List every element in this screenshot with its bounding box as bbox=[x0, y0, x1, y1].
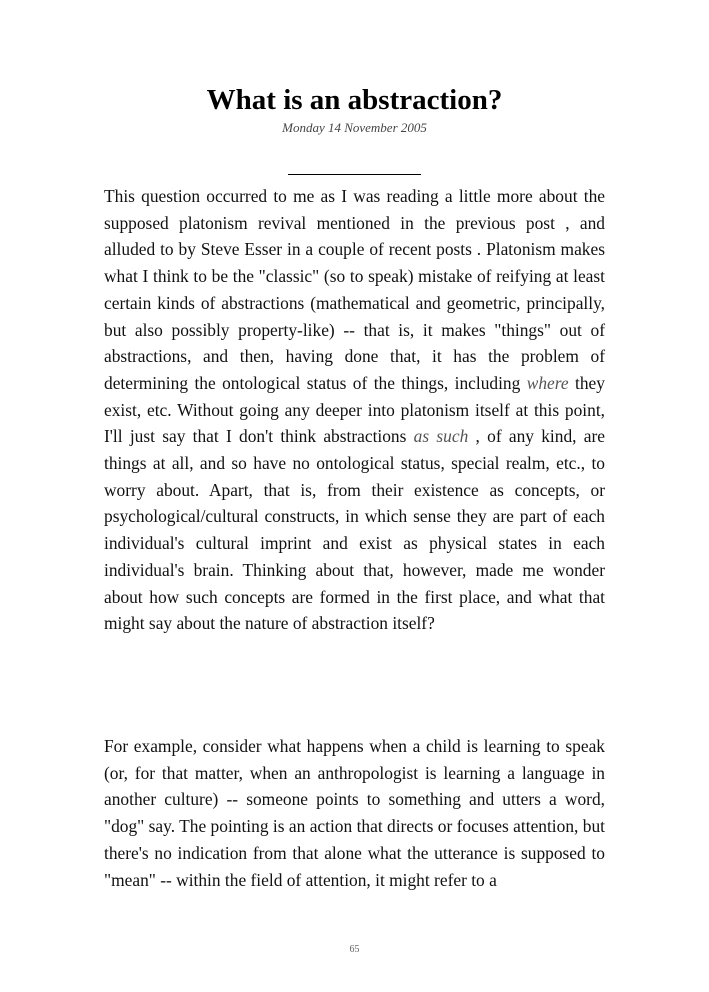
emphasis-where: where bbox=[526, 372, 569, 393]
title-divider bbox=[288, 174, 421, 175]
body-paragraph-2: For example, consider what happens when a child is learning to speak (or, for that matter, when an anthropologist is learning a language in another culture) -- someone points to something and utters a word, "dog" say. The pointing is an action that directs or focuses attention, but there's no indication from that alone what the utterance is supposed to "mean" -- within the field of attention, it might refer to a bbox=[104, 736, 605, 890]
emphasis-as-such: as such bbox=[413, 426, 469, 447]
page-title: What is an abstraction? bbox=[206, 84, 503, 116]
paragraph-1-text-b: they exist, etc. Without going any deeper into platonism itself at this point, I'll just say that I don't think abstractions bbox=[104, 372, 605, 447]
paragraph-1-text-c: , of any kind, are things at all, and so have no ontological status, special realm, etc., to worry about. Apart, that is, from their existence as concepts, or psychological/cultural constructs, in which sense they are part of each individual's cultural imprint and exist as physical states in each individual's brain. Thinking about that, however, made me wonder about how such concepts are formed in the first place, and what that might say about the nature of abstraction itself? bbox=[104, 426, 605, 634]
paragraph-1-text-a: This question occurred to me as I was reading a little more about the supposed platonism revival mentioned in the previous post , and alluded to by Steve Esser in a couple of recent posts . Platonism makes what I think to be the "classic" (so to speak) mistake of reifying at least certain kinds of abstractions (mathematical and geometric, principally, but also possibly property-like) -- that is, it makes "things" out of abstractions, and then, having done that, it has the problem of determining the ontological status of the things, including bbox=[104, 186, 605, 393]
page-number: 65 bbox=[349, 944, 360, 955]
body-paragraph-1 bbox=[104, 183, 605, 637]
post-date: Monday 14 November 2005 bbox=[282, 120, 427, 135]
